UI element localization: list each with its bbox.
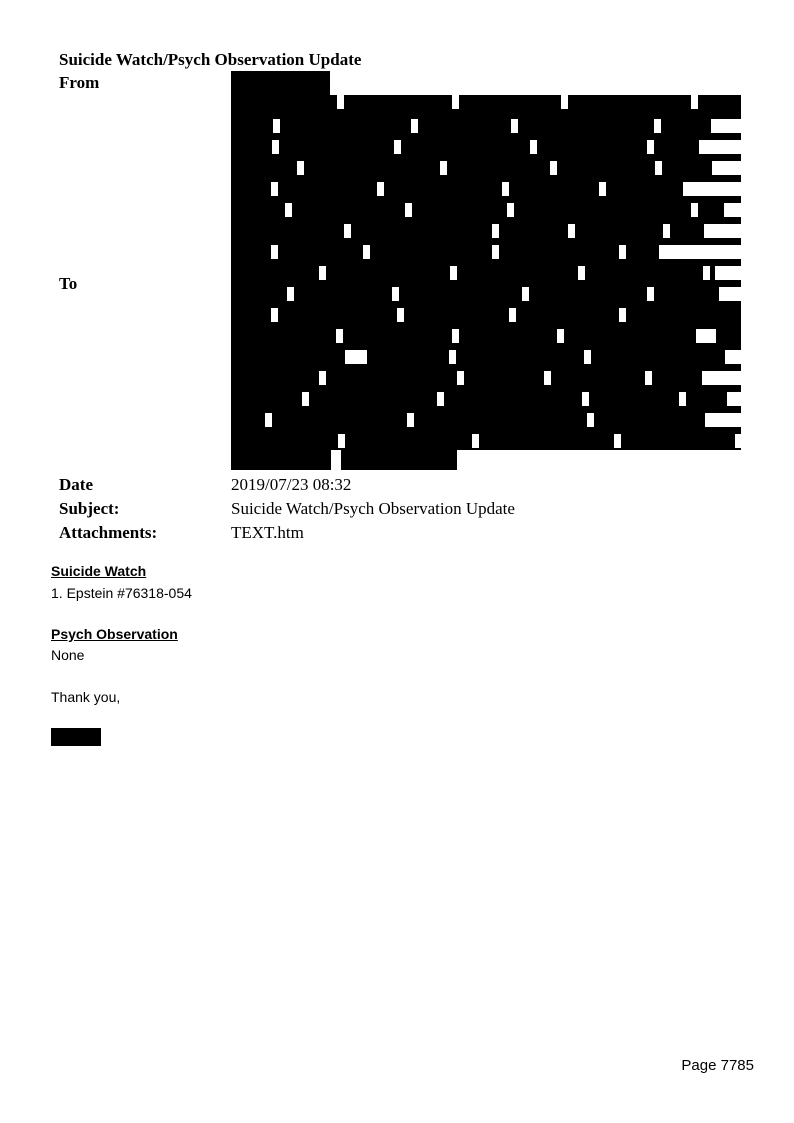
recipients-redaction [231, 95, 741, 470]
subject-label: Subject: [59, 499, 120, 518]
date-value: 2019/07/23 08:32 [231, 475, 352, 494]
closing-text: Thank you, [51, 689, 121, 705]
suicide-watch-item: 1. Epstein #76318-054 [51, 585, 192, 601]
signature-redaction [51, 728, 101, 746]
subject-value: Suicide Watch/Psych Observation Update [231, 499, 515, 518]
attachments-label: Attachments: [59, 523, 158, 542]
from-redaction [231, 71, 330, 95]
psych-observation-heading: Psych Observation [51, 626, 178, 642]
to-label: To [59, 274, 78, 293]
email-title: Suicide Watch/Psych Observation Update [59, 50, 362, 69]
date-label: Date [59, 475, 93, 494]
attachment-link[interactable]: TEXT.htm [231, 523, 304, 542]
from-label: From [59, 73, 100, 92]
page-number: Page 7785 [681, 1057, 754, 1074]
suicide-watch-heading: Suicide Watch [51, 563, 147, 579]
psych-observation-text: None [51, 647, 85, 663]
